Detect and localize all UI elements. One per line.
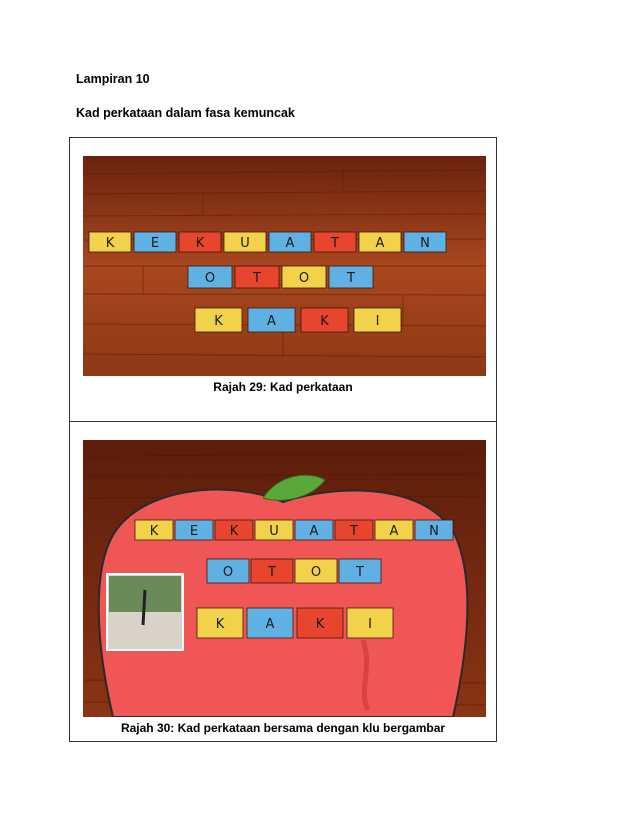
letter-card-text: O — [204, 271, 216, 286]
letter-card-text: A — [389, 524, 399, 539]
letter-card-text: T — [347, 271, 355, 286]
letter-card-text: A — [309, 524, 319, 539]
word-cards-photo-svg — [83, 156, 486, 376]
letter-card-text: K — [214, 314, 223, 329]
letter-card-text: T — [356, 565, 364, 580]
figure-30-box — [69, 421, 497, 742]
letter-card-text: T — [268, 565, 276, 580]
letter-card-text: T — [331, 236, 339, 251]
letter-card-text: K — [105, 236, 115, 251]
letter-card-text: K — [215, 617, 225, 632]
letter-card-text: O — [310, 565, 322, 580]
letter-card-text: U — [240, 236, 250, 251]
letter-card-text: T — [350, 524, 358, 539]
letter-card-text: A — [285, 236, 295, 251]
letter-card-text: K — [315, 617, 325, 632]
letter-card-text: E — [189, 524, 199, 539]
letter-card-text: K — [229, 524, 239, 539]
letter-card-text: O — [222, 565, 234, 580]
letter-card-text: A — [267, 314, 276, 329]
figure-30-caption: Rajah 30: Kad perkataan bersama dengan klu bergambar — [120, 721, 446, 735]
appendix-title: Lampiran 10 — [76, 72, 150, 86]
letter-card-text: A — [265, 617, 275, 632]
letter-card-text: N — [420, 236, 430, 251]
figure-29-caption: Rajah 29: Kad perkataan — [213, 380, 353, 394]
letter-card-text: K — [320, 314, 329, 329]
word-cards-photo — [83, 156, 486, 376]
letter-card-text: U — [269, 524, 279, 539]
letter-card-text: O — [298, 271, 310, 286]
section-subtitle: Kad perkataan dalam fasa kemuncak — [76, 106, 295, 120]
letter-card-text: I — [375, 314, 380, 329]
picture-clue-person — [143, 590, 145, 625]
letter-card-text: K — [149, 524, 159, 539]
letter-card-text: A — [375, 236, 385, 251]
paint-streak — [363, 640, 368, 710]
figure-29-box — [69, 137, 497, 422]
apple-board-photo — [83, 440, 486, 717]
letter-card-text: E — [150, 236, 160, 251]
letter-card-text: I — [368, 617, 372, 632]
letter-card-text: N — [429, 524, 439, 539]
apple-board-photo-svg — [83, 440, 486, 717]
letter-card-text: T — [253, 271, 261, 286]
letter-card-text: K — [195, 236, 205, 251]
